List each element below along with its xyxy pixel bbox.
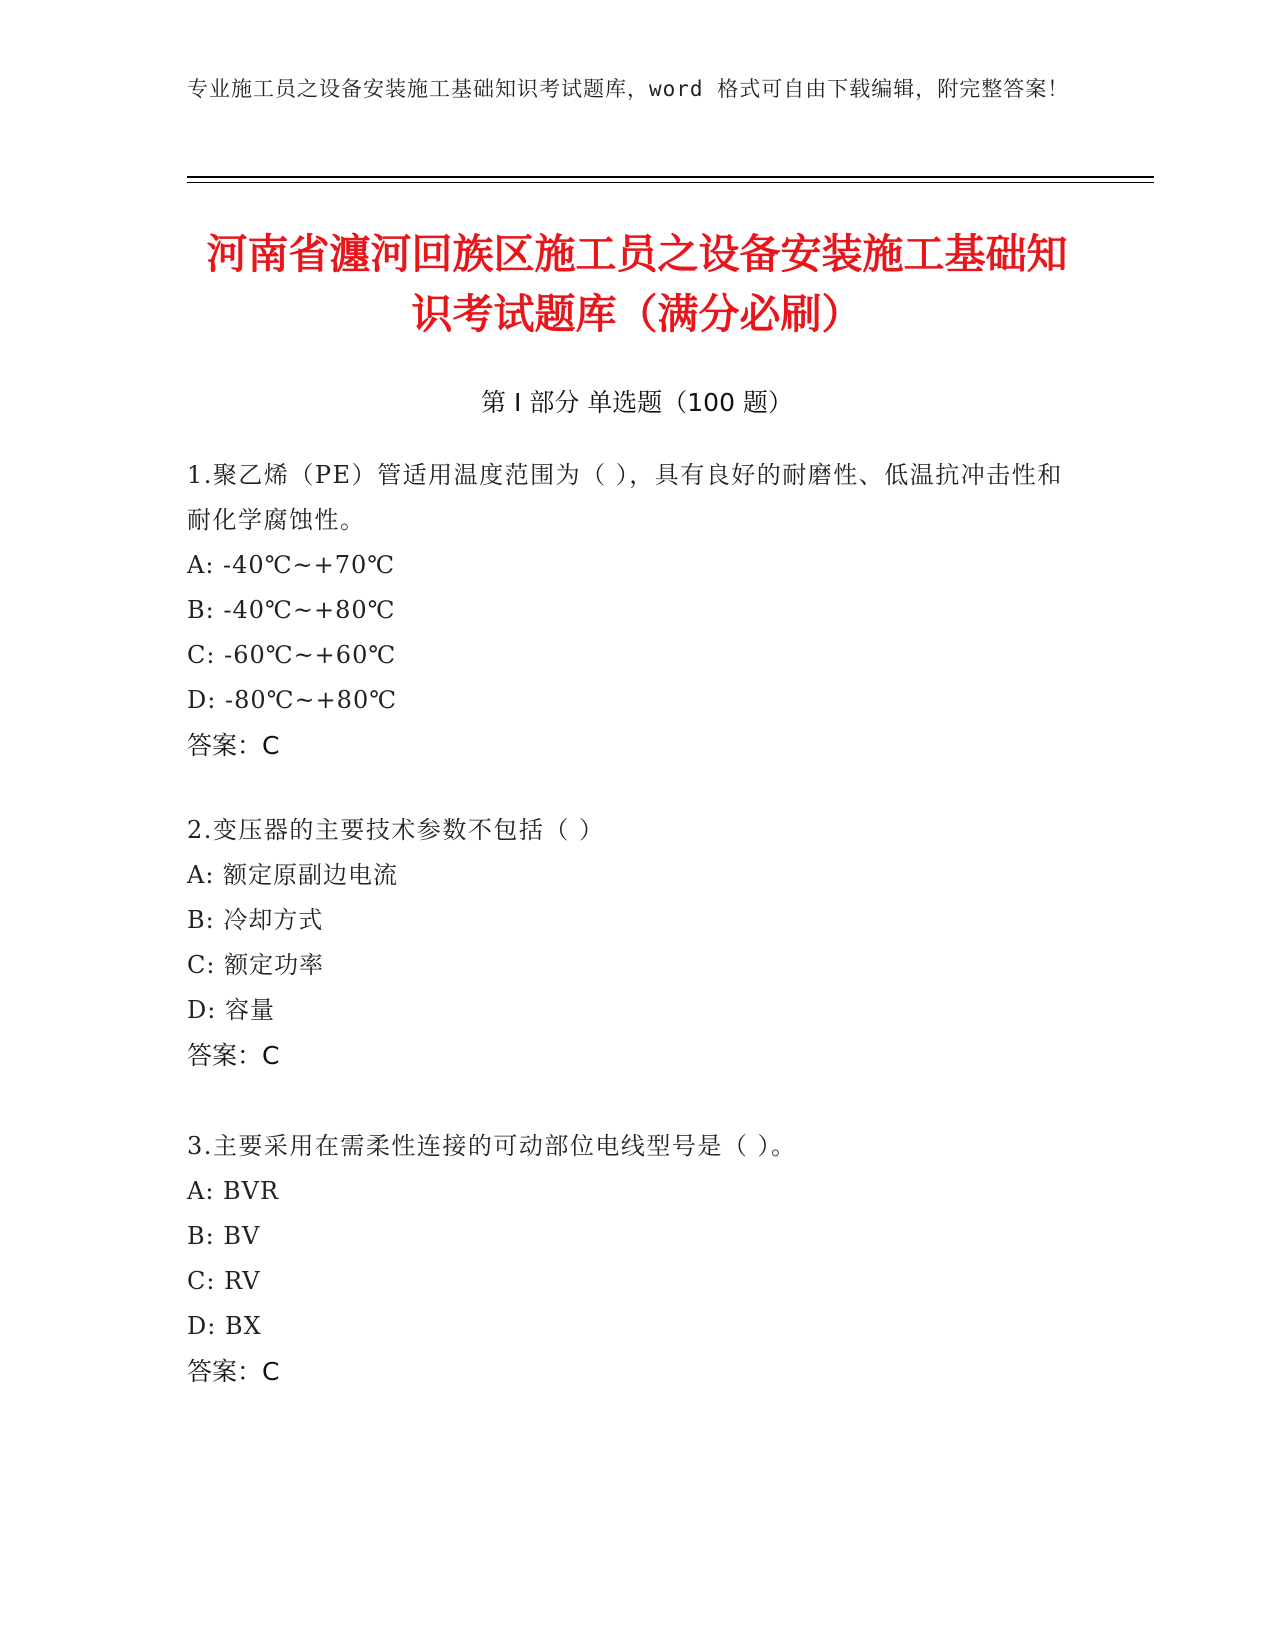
question-stem: 2.变压器的主要技术参数不包括（ ） bbox=[187, 816, 605, 844]
option-c: C: -60℃~+60℃ bbox=[187, 641, 397, 669]
question-stem: 1.聚乙烯（PE）管适用温度范围为（ ），具有良好的耐磨性、低温抗冲击性和耐化学腐蚀性。 bbox=[187, 461, 1063, 534]
option-d: D: BX bbox=[187, 1312, 262, 1340]
option-d: D: -80℃~+80℃ bbox=[187, 686, 398, 714]
section-title: 第 I 部分 单选题（100 题） bbox=[481, 388, 793, 417]
document-title: 河南省瀍河回族区施工员之设备安装施工基础知识考试题库（满分必刷） bbox=[206, 230, 1068, 338]
option-c: C: RV bbox=[187, 1267, 261, 1295]
option-d: D: 容量 bbox=[187, 996, 275, 1024]
header-note: 专业施工员之设备安装施工基础知识考试题库，word 格式可自由下载编辑，附完整答案！ bbox=[187, 77, 1070, 101]
option-a: A: -40℃~+70℃ bbox=[187, 551, 396, 579]
option-a: A: 额定原副边电流 bbox=[187, 861, 399, 889]
answer: 答案：C bbox=[187, 1357, 280, 1386]
option-c: C: 额定功率 bbox=[187, 951, 325, 979]
question-2 bbox=[187, 808, 1077, 1078]
answer: 答案：C bbox=[187, 731, 280, 760]
question-stem: 3.主要采用在需柔性连接的可动部位电线型号是（ ）。 bbox=[187, 1132, 797, 1160]
option-a: A: BVR bbox=[187, 1177, 280, 1205]
option-b: B: BV bbox=[187, 1222, 261, 1250]
option-b: B: 冷却方式 bbox=[187, 906, 324, 934]
option-b: B: -40℃~+80℃ bbox=[187, 596, 396, 624]
question-1 bbox=[187, 453, 1077, 768]
answer: 答案：C bbox=[187, 1041, 280, 1070]
question-3 bbox=[187, 1124, 1077, 1394]
header-rule-thick bbox=[187, 176, 1154, 178]
header-rule-thin bbox=[187, 182, 1154, 183]
